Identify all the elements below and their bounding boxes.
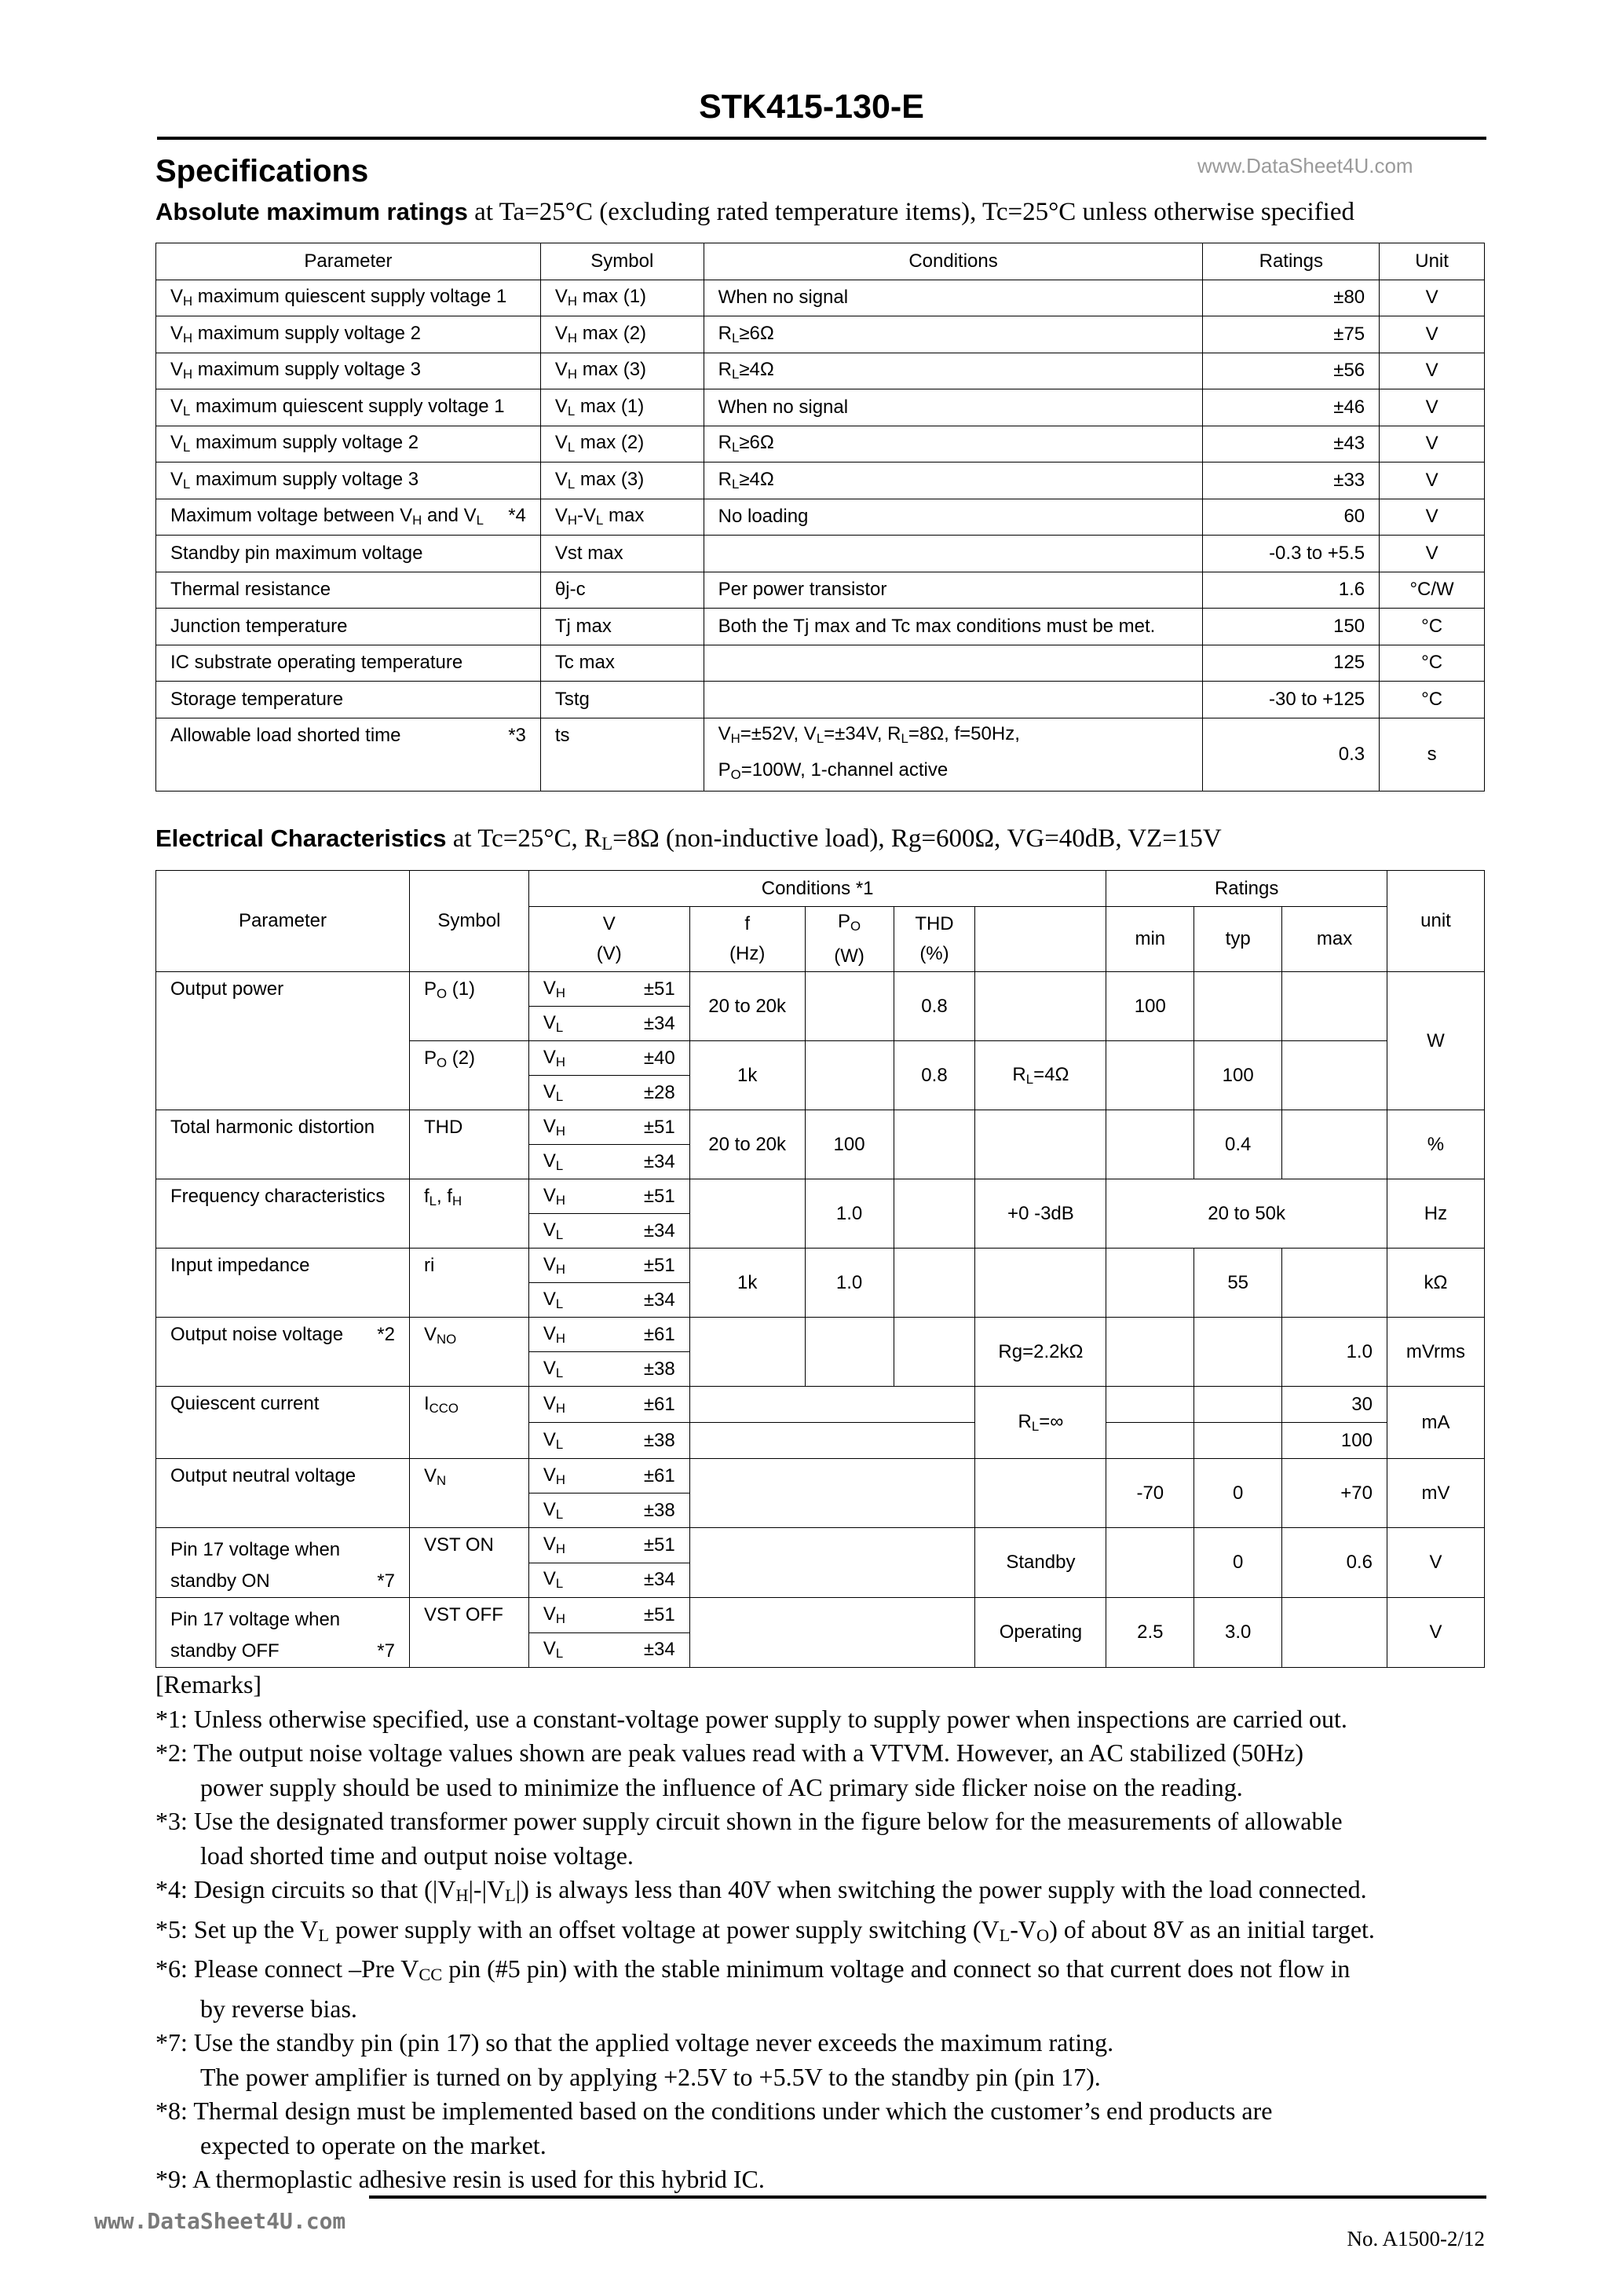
table-header-row bbox=[156, 243, 1485, 280]
typ-cell: 100 bbox=[1194, 1041, 1282, 1110]
po-cell bbox=[805, 1041, 894, 1110]
header-min: min bbox=[1106, 907, 1194, 972]
param-cell: Junction temperature bbox=[156, 609, 541, 645]
param-cell: Thermal resistance bbox=[156, 572, 541, 609]
f-cell bbox=[689, 1318, 805, 1387]
remarks-heading: [Remarks] bbox=[155, 1670, 262, 1698]
symbol-cell: $f_L$, $f_H$ bbox=[409, 1179, 528, 1249]
unit-cell: V bbox=[1380, 499, 1485, 536]
po-cell: 1.0 bbox=[805, 1179, 894, 1249]
other-cell bbox=[975, 1249, 1106, 1318]
unit-cell: W bbox=[1387, 972, 1484, 1110]
conditions-line-1: $V_H=\pm 52V$, $V_L=\pm 34V$, $R_L=8\Omega$, f=50Hz, bbox=[718, 722, 1020, 746]
vh-label: $V_H$ bbox=[528, 972, 599, 1007]
amr-body bbox=[156, 280, 1485, 718]
vh-value: ±51 bbox=[599, 1179, 689, 1214]
rating-cell: ±75 bbox=[1203, 316, 1380, 353]
conditions-cell: $R_L\ge 6\Omega$ bbox=[704, 426, 1203, 462]
symbol-cell: $V_L$ max (1) bbox=[540, 389, 704, 426]
param-cell: Pin 17 voltage when standby ON *7 bbox=[156, 1528, 410, 1598]
range-cell: 20 to 50k bbox=[1106, 1179, 1387, 1249]
max-cell bbox=[1282, 1041, 1387, 1110]
param-cell: $V_H$ maximum quiescent supply voltage 1 bbox=[156, 280, 541, 316]
other-cell: +0 -3dB bbox=[975, 1179, 1106, 1249]
conditions-cell: When no signal bbox=[704, 280, 1203, 316]
blank-cell bbox=[689, 1423, 975, 1459]
table-row bbox=[156, 536, 1485, 572]
conditions-cell: $R_L\ge 4\Omega$ bbox=[704, 462, 1203, 499]
table-row bbox=[156, 682, 1485, 718]
symbol-cell: Tstg bbox=[540, 682, 704, 718]
min-cell: -70 bbox=[1106, 1459, 1194, 1528]
elec-conditions: at Tc=25°C, $R_L=8\Omega$ (non-inductive load), Rg=600Ω, VG=40dB, VZ=15V bbox=[446, 824, 1222, 854]
param-cell: $V_H$ maximum supply voltage 3 bbox=[156, 353, 541, 389]
header-unit: unit bbox=[1387, 871, 1484, 972]
other-cell: Rg=2.2kΩ bbox=[975, 1318, 1106, 1387]
header-other bbox=[975, 907, 1106, 972]
conditions-cell bbox=[704, 718, 1203, 791]
conditions-cell: No loading bbox=[704, 499, 1203, 536]
header-thd: THD (%) bbox=[894, 907, 975, 972]
max-cell bbox=[1282, 1110, 1387, 1179]
table-row bbox=[156, 1459, 1485, 1493]
vl-label: $V_L$ bbox=[528, 1283, 599, 1318]
param-cell: Output neutral voltage bbox=[156, 1459, 410, 1528]
max-cell: 0.6 bbox=[1282, 1528, 1387, 1598]
blank-cell bbox=[689, 1598, 975, 1668]
table-header-row bbox=[156, 871, 1485, 907]
param-cell: $V_L$ maximum supply voltage 3 bbox=[156, 462, 541, 499]
vl-label: $V_L$ bbox=[528, 1214, 599, 1249]
conditions-cell: $R_L\ge 4\Omega$ bbox=[704, 353, 1203, 389]
rating-cell: ±56 bbox=[1203, 353, 1380, 389]
header-parameter: Parameter bbox=[156, 871, 410, 972]
rating-cell: 1.6 bbox=[1203, 572, 1380, 609]
typ-cell bbox=[1194, 972, 1282, 1041]
header-conditions: Conditions *1 bbox=[528, 871, 1106, 907]
max-cell bbox=[1282, 972, 1387, 1041]
vl-label: $V_L$ bbox=[528, 1632, 599, 1668]
symbol-cell: $V_H$ max (1) bbox=[540, 280, 704, 316]
min-cell bbox=[1106, 1528, 1194, 1598]
vl-label: $V_L$ bbox=[528, 1493, 599, 1528]
param-cell: Output noise voltage *2 bbox=[156, 1318, 410, 1387]
note-ref: *7 bbox=[377, 1640, 395, 1662]
watermark-bottom[interactable]: www.DataSheet4U.com bbox=[94, 2208, 346, 2234]
other-cell: Standby bbox=[975, 1528, 1106, 1598]
symbol-cell: VST ON bbox=[409, 1528, 528, 1598]
max-cell: 100 bbox=[1282, 1423, 1387, 1459]
table-row bbox=[156, 1179, 1485, 1214]
unit-cell: mA bbox=[1387, 1387, 1484, 1459]
vl-value: ±34 bbox=[599, 1632, 689, 1668]
remark-5: *5: Set up the $V_L$ power supply with an offset voltage at power supply switching $(V_L-V_O)$ of about 8V as an initial target. bbox=[155, 1914, 1375, 1945]
thd-cell bbox=[894, 1179, 975, 1249]
symbol-cell: VST OFF bbox=[409, 1598, 528, 1668]
min-cell bbox=[1106, 1110, 1194, 1179]
symbol-cell: $V_{NO}$ bbox=[409, 1318, 528, 1387]
param-cell: Pin 17 voltage when standby OFF *7 bbox=[156, 1598, 410, 1668]
remark-8-cont: expected to operate on the market. bbox=[200, 2130, 546, 2159]
unit-cell: V bbox=[1380, 353, 1485, 389]
po-cell: 1.0 bbox=[805, 1249, 894, 1318]
remark-9: *9: A thermoplastic adhesive resin is used for this hybrid IC. bbox=[155, 2165, 765, 2193]
param-cell: IC substrate operating temperature bbox=[156, 645, 541, 682]
unit-cell: V bbox=[1380, 536, 1485, 572]
unit-cell: mV bbox=[1387, 1459, 1484, 1528]
unit-cell: Hz bbox=[1387, 1179, 1484, 1249]
vh-label: $V_H$ bbox=[528, 1041, 599, 1076]
symbol-cell: $V_L$ max (2) bbox=[540, 426, 704, 462]
vh-value: ±61 bbox=[599, 1387, 689, 1423]
conditions-cell bbox=[704, 645, 1203, 682]
table-row bbox=[156, 572, 1485, 609]
param-cell: Total harmonic distortion bbox=[156, 1110, 410, 1179]
table-row bbox=[156, 462, 1485, 499]
min-cell bbox=[1106, 1318, 1194, 1387]
header-v: V (V) bbox=[528, 907, 689, 972]
min-cell bbox=[1106, 1041, 1194, 1110]
note-ref: *3 bbox=[508, 724, 526, 746]
param-cell bbox=[156, 718, 541, 791]
unit-cell: V bbox=[1387, 1598, 1484, 1668]
amr-heading bbox=[155, 198, 1354, 227]
unit-cell: °C/W bbox=[1380, 572, 1485, 609]
header-parameter: Parameter bbox=[156, 243, 541, 280]
symbol-cell: ri bbox=[409, 1249, 528, 1318]
typ-cell: 55 bbox=[1194, 1249, 1282, 1318]
vh-label: $V_H$ bbox=[528, 1110, 599, 1145]
vh-label: $V_H$ bbox=[528, 1318, 599, 1352]
vl-value: ±34 bbox=[599, 1214, 689, 1249]
param-text: Allowable load shorted time bbox=[170, 724, 401, 746]
header-typ: typ bbox=[1194, 907, 1282, 972]
vl-label: $V_L$ bbox=[528, 1352, 599, 1387]
unit-cell: V bbox=[1387, 1528, 1484, 1598]
vh-label: $V_H$ bbox=[528, 1179, 599, 1214]
symbol-cell: Vst max bbox=[540, 536, 704, 572]
table-row bbox=[156, 1249, 1485, 1283]
param-cell: Input impedance bbox=[156, 1249, 410, 1318]
min-cell bbox=[1106, 1387, 1194, 1423]
table-row bbox=[156, 1598, 1485, 1633]
header-max: max bbox=[1282, 907, 1387, 972]
header-symbol: Symbol bbox=[409, 871, 528, 972]
rating-cell: ±46 bbox=[1203, 389, 1380, 426]
param-cell: Storage temperature bbox=[156, 682, 541, 718]
blank-cell bbox=[689, 1528, 975, 1598]
param-cell: $V_L$ maximum supply voltage 2 bbox=[156, 426, 541, 462]
typ-cell: 3.0 bbox=[1194, 1598, 1282, 1668]
symbol-cell: θj-c bbox=[540, 572, 704, 609]
rating-cell: ±33 bbox=[1203, 462, 1380, 499]
table-row bbox=[156, 353, 1485, 389]
vh-label: $V_H$ bbox=[528, 1459, 599, 1493]
table-row bbox=[156, 1110, 1485, 1145]
po-cell: 100 bbox=[805, 1110, 894, 1179]
blank-cell bbox=[689, 1459, 975, 1528]
other-cell bbox=[975, 1459, 1106, 1528]
typ-cell: 0 bbox=[1194, 1459, 1282, 1528]
symbol-cell: $V_H$ max (2) bbox=[540, 316, 704, 353]
vl-value: ±34 bbox=[599, 1007, 689, 1041]
vh-value: ±40 bbox=[599, 1041, 689, 1076]
min-cell bbox=[1106, 1249, 1194, 1318]
max-cell: 30 bbox=[1282, 1387, 1387, 1423]
header-f: f (Hz) bbox=[689, 907, 805, 972]
unit-cell: °C bbox=[1380, 682, 1485, 718]
vh-value: ±51 bbox=[599, 1598, 689, 1633]
param-cell: Quiescent current bbox=[156, 1387, 410, 1459]
symbol-cell: $P_O$ (1) bbox=[409, 972, 528, 1041]
other-cell bbox=[975, 972, 1106, 1041]
rating-cell: ±80 bbox=[1203, 280, 1380, 316]
thd-cell bbox=[894, 1110, 975, 1179]
vh-label: $V_H$ bbox=[528, 1528, 599, 1563]
vl-label: $V_L$ bbox=[528, 1076, 599, 1110]
unit-cell: kΩ bbox=[1387, 1249, 1484, 1318]
symbol-cell: $I_{CCO}$ bbox=[409, 1387, 528, 1459]
vl-label: $V_L$ bbox=[528, 1145, 599, 1179]
table-row bbox=[156, 972, 1485, 1007]
f-cell: 1k bbox=[689, 1249, 805, 1318]
other-cell: Operating bbox=[975, 1598, 1106, 1668]
remark-7-cont: The power amplifier is turned on by applying +2.5V to +5.5V to the standby pin (pin 17). bbox=[200, 2062, 1101, 2091]
f-cell: 20 to 20k bbox=[689, 1110, 805, 1179]
top-rule bbox=[157, 137, 1486, 140]
rating-cell: 125 bbox=[1203, 645, 1380, 682]
symbol-cell: THD bbox=[409, 1110, 528, 1179]
typ-cell: 0 bbox=[1194, 1528, 1282, 1598]
table-row bbox=[156, 499, 1485, 536]
table-row bbox=[156, 645, 1485, 682]
symbol-cell: $V_L$ max (3) bbox=[540, 462, 704, 499]
param-cell: Output power bbox=[156, 972, 410, 1110]
table-row bbox=[156, 426, 1485, 462]
f-cell bbox=[689, 1179, 805, 1249]
remark-4: *4: Design circuits so that $(|V_H|-|V_L|)$ is always less than 40V when switching the power supply with the load connected. bbox=[155, 1875, 1367, 1905]
typ-cell bbox=[1194, 1318, 1282, 1387]
unit-cell: V bbox=[1380, 316, 1485, 353]
param-cell: Frequency characteristics bbox=[156, 1179, 410, 1249]
unit-cell: °C bbox=[1380, 609, 1485, 645]
rating-cell: ±43 bbox=[1203, 426, 1380, 462]
conditions-cell bbox=[704, 682, 1203, 718]
other-cell: $R_L=4\Omega$ bbox=[975, 1041, 1106, 1110]
symbol-cell: ts bbox=[540, 718, 704, 791]
vh-value: ±51 bbox=[599, 1110, 689, 1145]
vl-value: ±34 bbox=[599, 1145, 689, 1179]
conditions-cell: $R_L\ge 6\Omega$ bbox=[704, 316, 1203, 353]
vl-label: $V_L$ bbox=[528, 1563, 599, 1598]
remark-7: *7: Use the standby pin (pin 17) so that the applied voltage never exceeds the maximum rating. bbox=[155, 2028, 1114, 2057]
vl-value: ±38 bbox=[599, 1352, 689, 1387]
unit-cell: mVrms bbox=[1387, 1318, 1484, 1387]
elec-title: Electrical Characteristics bbox=[155, 824, 447, 852]
max-cell bbox=[1282, 1598, 1387, 1668]
thd-cell bbox=[894, 1318, 975, 1387]
unit-cell: s bbox=[1380, 718, 1485, 791]
amr-conditions: at Ta=25°C (excluding rated temperature items), Tc=25°C unless otherwise specified bbox=[467, 198, 1354, 226]
max-cell: +70 bbox=[1282, 1459, 1387, 1528]
min-cell: 100 bbox=[1106, 972, 1194, 1041]
typ-cell: 0.4 bbox=[1194, 1110, 1282, 1179]
vl-label: $V_L$ bbox=[528, 1423, 599, 1459]
po-cell bbox=[805, 972, 894, 1041]
param-cell: $V_H$ maximum supply voltage 2 bbox=[156, 316, 541, 353]
header-unit: Unit bbox=[1380, 243, 1485, 280]
table-row bbox=[156, 280, 1485, 316]
header-po: $P_O$ (W) bbox=[805, 907, 894, 972]
page-number: No. A1500-2/12 bbox=[1347, 2227, 1485, 2250]
table-row bbox=[156, 316, 1485, 353]
vh-value: ±51 bbox=[599, 1249, 689, 1283]
elec-heading bbox=[155, 824, 1222, 854]
symbol-cell: $V_H$ max (3) bbox=[540, 353, 704, 389]
rating-cell: -0.3 to +5.5 bbox=[1203, 536, 1380, 572]
vh-value: ±61 bbox=[599, 1318, 689, 1352]
note-ref: *7 bbox=[377, 1570, 395, 1592]
typ-cell bbox=[1194, 1423, 1282, 1459]
table-row bbox=[156, 389, 1485, 426]
vh-value: ±51 bbox=[599, 972, 689, 1007]
remark-8: *8: Thermal design must be implemented based on the conditions under which the customer’s end products are bbox=[155, 2097, 1273, 2125]
rating-cell: -30 to +125 bbox=[1203, 682, 1380, 718]
watermark-top[interactable]: www.DataSheet4U.com bbox=[1197, 154, 1413, 177]
remark-3: *3: Use the designated transformer power supply circuit shown in the figure below for the measurements of allowable bbox=[155, 1807, 1343, 1835]
header-ratings: Ratings bbox=[1106, 871, 1387, 907]
thd-cell: 0.8 bbox=[894, 1041, 975, 1110]
vl-value: ±28 bbox=[599, 1076, 689, 1110]
rating-cell: 0.3 bbox=[1203, 718, 1380, 791]
rating-cell: 60 bbox=[1203, 499, 1380, 536]
unit-cell: V bbox=[1380, 426, 1485, 462]
absolute-maximum-ratings-table bbox=[155, 243, 1485, 792]
table-row bbox=[156, 718, 1485, 791]
param-cell: Standby pin maximum voltage bbox=[156, 536, 541, 572]
unit-cell: V bbox=[1380, 462, 1485, 499]
unit-cell: V bbox=[1380, 389, 1485, 426]
table-row bbox=[156, 1387, 1485, 1423]
f-cell: 1k bbox=[689, 1041, 805, 1110]
remark-6-cont: by reverse bias. bbox=[200, 1994, 357, 2023]
symbol-cell: $V_H-V_L$ max bbox=[540, 499, 704, 536]
remark-6: *6: Please connect –Pre $V_{CC}$ pin (#5 pin) with the stable minimum voltage and connect so that current does not flow in bbox=[155, 1954, 1351, 1984]
remark-2-cont: power supply should be used to minimize the influence of AC primary side flicker noise on the reading. bbox=[200, 1772, 1243, 1801]
remark-2: *2: The output noise voltage values shown are peak values read with a VTVM. However, an AC stabilized (50Hz) bbox=[155, 1738, 1304, 1767]
min-cell: 2.5 bbox=[1106, 1598, 1194, 1668]
header-symbol: Symbol bbox=[540, 243, 704, 280]
vl-label: $V_L$ bbox=[528, 1007, 599, 1041]
note-ref: *2 bbox=[377, 1324, 395, 1345]
symbol-cell: $P_O$ (2) bbox=[409, 1041, 528, 1110]
amr-title: Absolute maximum ratings bbox=[155, 198, 468, 225]
param-cell: $V_L$ maximum quiescent supply voltage 1 bbox=[156, 389, 541, 426]
vl-value: ±38 bbox=[599, 1423, 689, 1459]
symbol-cell: Tj max bbox=[540, 609, 704, 645]
vh-label: $V_H$ bbox=[528, 1387, 599, 1423]
table-row bbox=[156, 1318, 1485, 1352]
vh-value: ±61 bbox=[599, 1459, 689, 1493]
electrical-characteristics-table bbox=[155, 870, 1485, 1668]
po-cell bbox=[805, 1318, 894, 1387]
max-cell: 1.0 bbox=[1282, 1318, 1387, 1387]
specifications-heading: Specifications bbox=[155, 154, 369, 188]
f-cell: 20 to 20k bbox=[689, 972, 805, 1041]
vh-value: ±51 bbox=[599, 1528, 689, 1563]
vl-value: ±38 bbox=[599, 1493, 689, 1528]
conditions-cell: When no signal bbox=[704, 389, 1203, 426]
min-cell bbox=[1106, 1423, 1194, 1459]
param-cell: Maximum voltage between $V_H$ and $V_L$ *4 bbox=[156, 499, 541, 536]
thd-cell bbox=[894, 1249, 975, 1318]
remark-3-cont: load shorted time and output noise voltage. bbox=[200, 1841, 634, 1870]
remark-1: *1: Unless otherwise specified, use a constant-voltage power supply to supply power when inspections are carried out. bbox=[155, 1704, 1347, 1733]
conditions-cell: Both the Tj max and Tc max conditions must be met. bbox=[704, 609, 1203, 645]
rating-cell: 150 bbox=[1203, 609, 1380, 645]
header-ratings: Ratings bbox=[1203, 243, 1380, 280]
symbol-cell: $V_N$ bbox=[409, 1459, 528, 1528]
other-cell: $R_L=\infty$ bbox=[975, 1387, 1106, 1459]
table-row bbox=[156, 609, 1485, 645]
table-row bbox=[156, 1528, 1485, 1563]
bottom-rule bbox=[369, 2195, 1486, 2199]
remarks-section bbox=[155, 1668, 1490, 2197]
unit-cell: V bbox=[1380, 280, 1485, 316]
other-cell bbox=[975, 1110, 1106, 1179]
conditions-line-2: $P_O=100W$, 1-channel active bbox=[718, 759, 949, 782]
vh-label: $V_H$ bbox=[528, 1598, 599, 1633]
note-ref: *4 bbox=[508, 505, 526, 527]
conditions-cell bbox=[704, 536, 1203, 572]
symbol-cell: Tc max bbox=[540, 645, 704, 682]
unit-cell: % bbox=[1387, 1110, 1484, 1179]
vh-label: $V_H$ bbox=[528, 1249, 599, 1283]
unit-cell: °C bbox=[1380, 645, 1485, 682]
max-cell bbox=[1282, 1249, 1387, 1318]
typ-cell bbox=[1194, 1387, 1282, 1423]
conditions-cell: Per power transistor bbox=[704, 572, 1203, 609]
page-title: STK415-130-E bbox=[699, 88, 924, 126]
blank-cell bbox=[689, 1387, 975, 1423]
header-conditions: Conditions bbox=[704, 243, 1203, 280]
thd-cell: 0.8 bbox=[894, 972, 975, 1041]
vl-value: ±34 bbox=[599, 1563, 689, 1598]
vl-value: ±34 bbox=[599, 1283, 689, 1318]
